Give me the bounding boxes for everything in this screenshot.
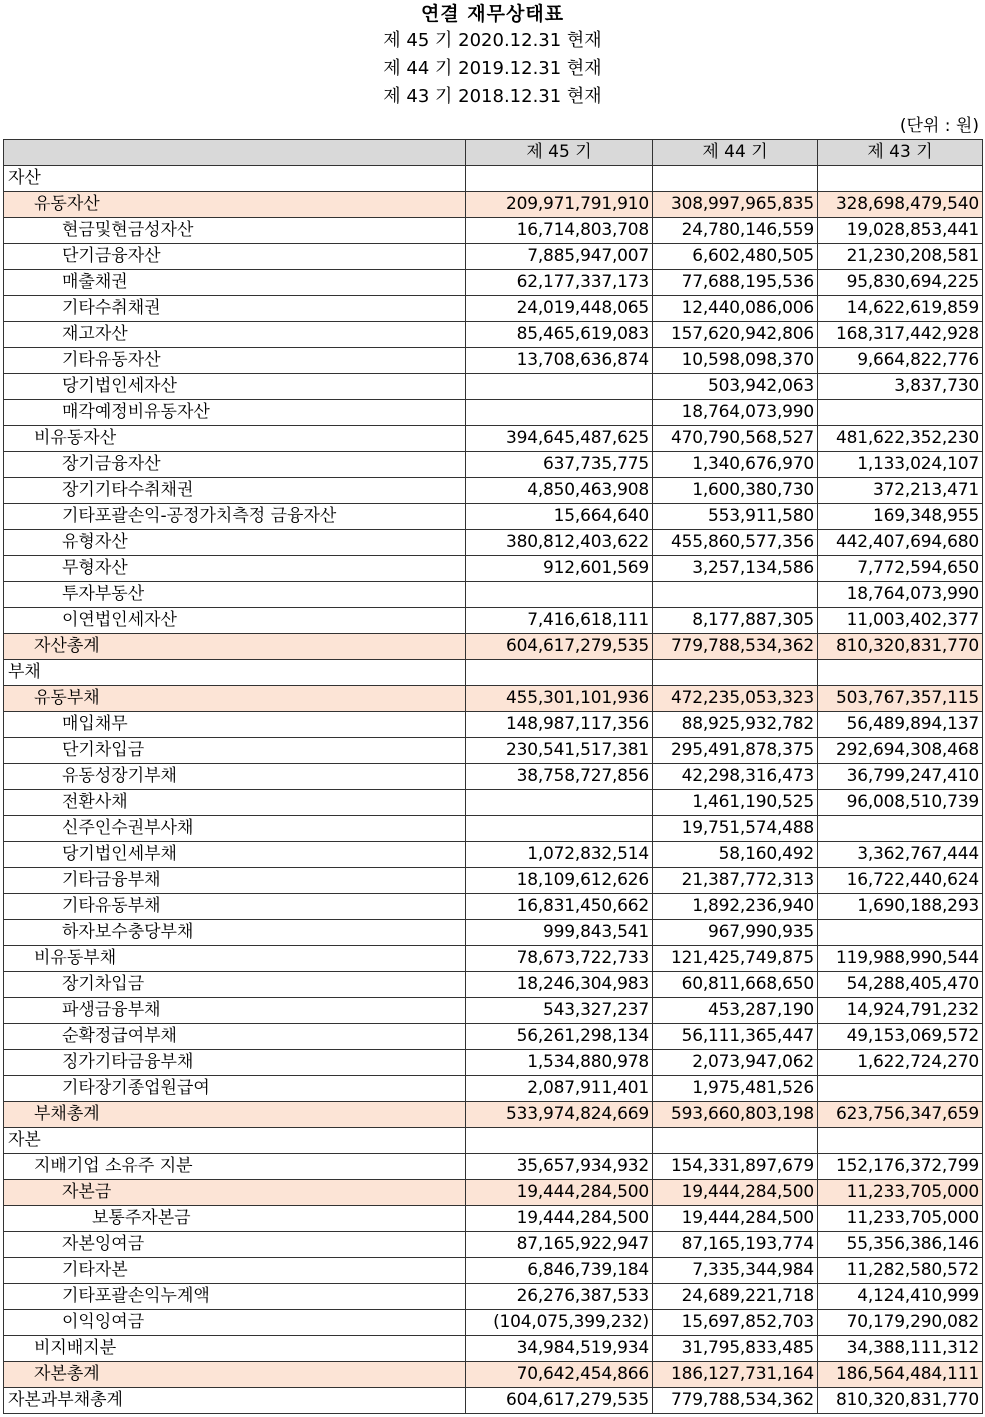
account-name: 보통주자본금: [4, 1206, 466, 1232]
value-period-43: 36,799,247,410: [818, 764, 983, 790]
table-row: [4, 348, 983, 374]
value-period-45: 13,708,636,874: [466, 348, 653, 374]
value-period-45: 78,673,722,733: [466, 946, 653, 972]
value-period-45: 380,812,403,622: [466, 530, 653, 556]
table-row: [4, 270, 983, 296]
table-row: [4, 1154, 983, 1180]
value-period-44: 19,444,284,500: [653, 1206, 818, 1232]
table-row: [4, 296, 983, 322]
value-period-43: [818, 400, 983, 426]
value-period-45: 148,987,117,356: [466, 712, 653, 738]
account-name: 자본금: [4, 1180, 466, 1206]
table-row: [4, 322, 983, 348]
value-period-43: [818, 920, 983, 946]
table-row: [4, 1388, 983, 1414]
account-name: 비유동자산: [4, 426, 466, 452]
value-period-44: 15,697,852,703: [653, 1310, 818, 1336]
account-name: 기타유동부채: [4, 894, 466, 920]
value-period-44: 19,751,574,488: [653, 816, 818, 842]
value-period-45: 18,109,612,626: [466, 868, 653, 894]
value-period-43: 18,764,073,990: [818, 582, 983, 608]
table-row: [4, 920, 983, 946]
value-period-43: 54,288,405,470: [818, 972, 983, 998]
value-period-43: 152,176,372,799: [818, 1154, 983, 1180]
account-name: 기타수취채권: [4, 296, 466, 322]
value-period-44: 593,660,803,198: [653, 1102, 818, 1128]
account-name: 유동성장기부채: [4, 764, 466, 790]
value-period-43: [818, 1128, 983, 1154]
account-name: 기타금융부채: [4, 868, 466, 894]
value-period-43: 1,690,188,293: [818, 894, 983, 920]
value-period-44: 1,975,481,526: [653, 1076, 818, 1102]
value-period-44: 31,795,833,485: [653, 1336, 818, 1362]
value-period-43: 56,489,894,137: [818, 712, 983, 738]
value-period-43: 14,924,791,232: [818, 998, 983, 1024]
value-period-43: 503,767,357,115: [818, 686, 983, 712]
value-period-45: 34,984,519,934: [466, 1336, 653, 1362]
value-period-43: 3,837,730: [818, 374, 983, 400]
table-row: [4, 452, 983, 478]
table-row: [4, 244, 983, 270]
value-period-43: 14,622,619,859: [818, 296, 983, 322]
value-period-43: 7,772,594,650: [818, 556, 983, 582]
table-row: [4, 842, 983, 868]
value-period-43: 70,179,290,082: [818, 1310, 983, 1336]
value-period-44: 10,598,098,370: [653, 348, 818, 374]
value-period-44: 77,688,195,536: [653, 270, 818, 296]
value-period-43: [818, 660, 983, 686]
value-period-44: [653, 166, 818, 192]
period-line: 제 45 기 2020.12.31 현재: [383, 30, 602, 51]
account-name: 기타유동자산: [4, 348, 466, 374]
value-period-45: 62,177,337,173: [466, 270, 653, 296]
value-period-44: 2,073,947,062: [653, 1050, 818, 1076]
value-period-43: [818, 166, 983, 192]
table-row: [4, 582, 983, 608]
value-period-43: 11,282,580,572: [818, 1258, 983, 1284]
value-period-43: 1,622,724,270: [818, 1050, 983, 1076]
value-period-45: 604,617,279,535: [466, 1388, 653, 1414]
value-period-43: 95,830,694,225: [818, 270, 983, 296]
value-period-44: 1,340,676,970: [653, 452, 818, 478]
value-period-44: 42,298,316,473: [653, 764, 818, 790]
account-name: 현금및현금성자산: [4, 218, 466, 244]
value-period-45: 230,541,517,381: [466, 738, 653, 764]
table-row: [4, 790, 983, 816]
value-period-45: 24,019,448,065: [466, 296, 653, 322]
table-row: [4, 1336, 983, 1362]
statement-title: 연결 재무상태표: [420, 3, 565, 25]
account-name: 신주인수권부사채: [4, 816, 466, 842]
table-row: [4, 556, 983, 582]
value-period-43: [818, 1076, 983, 1102]
table-row: [4, 218, 983, 244]
value-period-45: 455,301,101,936: [466, 686, 653, 712]
value-period-43: 21,230,208,581: [818, 244, 983, 270]
value-period-44: 56,111,365,447: [653, 1024, 818, 1050]
account-name: 전환사채: [4, 790, 466, 816]
table-row: [4, 1206, 983, 1232]
account-name: 순확정급여부채: [4, 1024, 466, 1050]
account-name: 유동자산: [4, 192, 466, 218]
column-header-period-44: 제 44 기: [653, 140, 818, 166]
table-row: [4, 374, 983, 400]
value-period-45: 7,416,618,111: [466, 608, 653, 634]
value-period-44: [653, 582, 818, 608]
value-period-44: 7,335,344,984: [653, 1258, 818, 1284]
account-name: 자본총계: [4, 1362, 466, 1388]
column-header-period-45: 제 45 기: [466, 140, 653, 166]
value-period-45: 15,664,640: [466, 504, 653, 530]
value-period-45: 70,642,454,866: [466, 1362, 653, 1388]
value-period-45: 999,843,541: [466, 920, 653, 946]
value-period-45: 1,534,880,978: [466, 1050, 653, 1076]
value-period-44: 154,331,897,679: [653, 1154, 818, 1180]
value-period-44: 453,287,190: [653, 998, 818, 1024]
account-name: 징가기타금융부채: [4, 1050, 466, 1076]
value-period-44: 24,780,146,559: [653, 218, 818, 244]
value-period-45: [466, 816, 653, 842]
value-period-45: 16,831,450,662: [466, 894, 653, 920]
account-name: 매출채권: [4, 270, 466, 296]
account-name: 이익잉여금: [4, 1310, 466, 1336]
account-name: 장기금융자산: [4, 452, 466, 478]
value-period-44: 779,788,534,362: [653, 634, 818, 660]
value-period-44: 12,440,086,006: [653, 296, 818, 322]
value-period-45: 19,444,284,500: [466, 1206, 653, 1232]
value-period-43: 442,407,694,680: [818, 530, 983, 556]
value-period-44: 3,257,134,586: [653, 556, 818, 582]
table-row: [4, 608, 983, 634]
value-period-44: 24,689,221,718: [653, 1284, 818, 1310]
account-name: 자산: [4, 166, 466, 192]
value-period-43: 11,233,705,000: [818, 1206, 983, 1232]
value-period-43: 49,153,069,572: [818, 1024, 983, 1050]
table-row: [4, 998, 983, 1024]
account-name: 매각예정비유동자산: [4, 400, 466, 426]
table-row: [4, 894, 983, 920]
value-period-43: 481,622,352,230: [818, 426, 983, 452]
table-row: [4, 972, 983, 998]
table-row: [4, 816, 983, 842]
value-period-45: [466, 374, 653, 400]
value-period-45: 637,735,775: [466, 452, 653, 478]
value-period-44: 779,788,534,362: [653, 1388, 818, 1414]
balance-sheet-table: [3, 139, 983, 1414]
table-row: [4, 1050, 983, 1076]
value-period-45: 533,974,824,669: [466, 1102, 653, 1128]
value-period-43: 96,008,510,739: [818, 790, 983, 816]
account-name: 기타포괄손익-공정가치측정 금융자산: [4, 504, 466, 530]
value-period-45: 87,165,922,947: [466, 1232, 653, 1258]
value-period-43: 810,320,831,770: [818, 634, 983, 660]
value-period-44: 6,602,480,505: [653, 244, 818, 270]
value-period-45: (104,075,399,232): [466, 1310, 653, 1336]
account-name: 당기법인세자산: [4, 374, 466, 400]
value-period-45: 85,465,619,083: [466, 322, 653, 348]
value-period-45: 7,885,947,007: [466, 244, 653, 270]
unit-label: (단위 : 원): [899, 116, 979, 136]
value-period-44: [653, 1128, 818, 1154]
account-name: 부채총계: [4, 1102, 466, 1128]
value-period-45: 26,276,387,533: [466, 1284, 653, 1310]
table-row: [4, 868, 983, 894]
value-period-45: [466, 582, 653, 608]
account-name: 유동부채: [4, 686, 466, 712]
value-period-43: 186,564,484,111: [818, 1362, 983, 1388]
value-period-45: 543,327,237: [466, 998, 653, 1024]
period-line: 제 44 기 2019.12.31 현재: [383, 58, 602, 79]
value-period-44: 18,764,073,990: [653, 400, 818, 426]
account-name: 자산총계: [4, 634, 466, 660]
value-period-44: 19,444,284,500: [653, 1180, 818, 1206]
value-period-44: 8,177,887,305: [653, 608, 818, 634]
account-name: 이연법인세자산: [4, 608, 466, 634]
value-period-45: [466, 166, 653, 192]
account-name: 기타장기종업원급여: [4, 1076, 466, 1102]
table-row: [4, 1102, 983, 1128]
account-name: 부채: [4, 660, 466, 686]
value-period-43: [818, 816, 983, 842]
table-row: [4, 426, 983, 452]
table-row: [4, 192, 983, 218]
table-row: [4, 634, 983, 660]
account-name: 유형자산: [4, 530, 466, 556]
value-period-43: 328,698,479,540: [818, 192, 983, 218]
value-period-44: 967,990,935: [653, 920, 818, 946]
value-period-43: 292,694,308,468: [818, 738, 983, 764]
value-period-43: 4,124,410,999: [818, 1284, 983, 1310]
account-name: 당기법인세부채: [4, 842, 466, 868]
value-period-44: 58,160,492: [653, 842, 818, 868]
value-period-44: 121,425,749,875: [653, 946, 818, 972]
value-period-43: 55,356,386,146: [818, 1232, 983, 1258]
table-row: [4, 738, 983, 764]
account-name: 하자보수충당부채: [4, 920, 466, 946]
table-row: [4, 764, 983, 790]
value-period-43: 11,233,705,000: [818, 1180, 983, 1206]
value-period-45: 209,971,791,910: [466, 192, 653, 218]
table-row: [4, 1258, 983, 1284]
value-period-44: 553,911,580: [653, 504, 818, 530]
value-period-43: 623,756,347,659: [818, 1102, 983, 1128]
account-name: 자본: [4, 1128, 466, 1154]
table-row: [4, 1310, 983, 1336]
table-header-row: [4, 140, 983, 166]
account-name: 지배기업 소유주 지분: [4, 1154, 466, 1180]
value-period-45: [466, 1128, 653, 1154]
account-name: 비지배지분: [4, 1336, 466, 1362]
value-period-45: 2,087,911,401: [466, 1076, 653, 1102]
column-header-period-43: 제 43 기: [818, 140, 983, 166]
value-period-44: 1,892,236,940: [653, 894, 818, 920]
value-period-43: 169,348,955: [818, 504, 983, 530]
account-name: 장기차입금: [4, 972, 466, 998]
value-period-45: 1,072,832,514: [466, 842, 653, 868]
value-period-44: 157,620,942,806: [653, 322, 818, 348]
value-period-44: 295,491,878,375: [653, 738, 818, 764]
table-row: [4, 1284, 983, 1310]
account-name: 기타포괄손익누계액: [4, 1284, 466, 1310]
table-row: [4, 400, 983, 426]
account-name: 무형자산: [4, 556, 466, 582]
value-period-45: 4,850,463,908: [466, 478, 653, 504]
value-period-45: 604,617,279,535: [466, 634, 653, 660]
table-row: [4, 1024, 983, 1050]
value-period-43: 119,988,990,544: [818, 946, 983, 972]
value-period-44: 470,790,568,527: [653, 426, 818, 452]
table-row: [4, 1128, 983, 1154]
value-period-45: 38,758,727,856: [466, 764, 653, 790]
value-period-45: [466, 400, 653, 426]
account-name: 파생금융부채: [4, 998, 466, 1024]
table-row: [4, 712, 983, 738]
value-period-44: 455,860,577,356: [653, 530, 818, 556]
table-row: [4, 1362, 983, 1388]
value-period-45: 16,714,803,708: [466, 218, 653, 244]
value-period-43: 372,213,471: [818, 478, 983, 504]
value-period-43: 168,317,442,928: [818, 322, 983, 348]
account-name: 자본과부채총계: [4, 1388, 466, 1414]
table-row: [4, 1180, 983, 1206]
account-name: 재고자산: [4, 322, 466, 348]
value-period-43: 810,320,831,770: [818, 1388, 983, 1414]
value-period-44: [653, 660, 818, 686]
value-period-45: 6,846,739,184: [466, 1258, 653, 1284]
table-row: [4, 504, 983, 530]
column-header-account: [4, 140, 466, 166]
account-name: 기타자본: [4, 1258, 466, 1284]
value-period-45: 394,645,487,625: [466, 426, 653, 452]
table-row: [4, 660, 983, 686]
table-row: [4, 1232, 983, 1258]
value-period-44: 60,811,668,650: [653, 972, 818, 998]
table-row: [4, 166, 983, 192]
value-period-43: 3,362,767,444: [818, 842, 983, 868]
table-row: [4, 478, 983, 504]
value-period-44: 88,925,932,782: [653, 712, 818, 738]
table-row: [4, 946, 983, 972]
account-name: 자본잉여금: [4, 1232, 466, 1258]
value-period-43: 16,722,440,624: [818, 868, 983, 894]
table-row: [4, 686, 983, 712]
account-name: 매입채무: [4, 712, 466, 738]
value-period-43: 34,388,111,312: [818, 1336, 983, 1362]
account-name: 단기금융자산: [4, 244, 466, 270]
value-period-45: 56,261,298,134: [466, 1024, 653, 1050]
value-period-45: 19,444,284,500: [466, 1180, 653, 1206]
value-period-43: 9,664,822,776: [818, 348, 983, 374]
account-name: 장기기타수취채권: [4, 478, 466, 504]
value-period-44: 503,942,063: [653, 374, 818, 400]
value-period-44: 186,127,731,164: [653, 1362, 818, 1388]
value-period-45: 35,657,934,932: [466, 1154, 653, 1180]
value-period-45: [466, 660, 653, 686]
value-period-44: 308,997,965,835: [653, 192, 818, 218]
value-period-45: [466, 790, 653, 816]
value-period-44: 21,387,772,313: [653, 868, 818, 894]
value-period-44: 1,461,190,525: [653, 790, 818, 816]
value-period-43: 1,133,024,107: [818, 452, 983, 478]
value-period-44: 1,600,380,730: [653, 478, 818, 504]
table-row: [4, 530, 983, 556]
value-period-44: 87,165,193,774: [653, 1232, 818, 1258]
table-body: [4, 166, 983, 1414]
value-period-44: 472,235,053,323: [653, 686, 818, 712]
value-period-45: 912,601,569: [466, 556, 653, 582]
value-period-45: 18,246,304,983: [466, 972, 653, 998]
account-name: 단기차입금: [4, 738, 466, 764]
table-row: [4, 1076, 983, 1102]
period-line: 제 43 기 2018.12.31 현재: [383, 86, 602, 107]
account-name: 투자부동산: [4, 582, 466, 608]
value-period-43: 19,028,853,441: [818, 218, 983, 244]
account-name: 비유동부채: [4, 946, 466, 972]
value-period-43: 11,003,402,377: [818, 608, 983, 634]
